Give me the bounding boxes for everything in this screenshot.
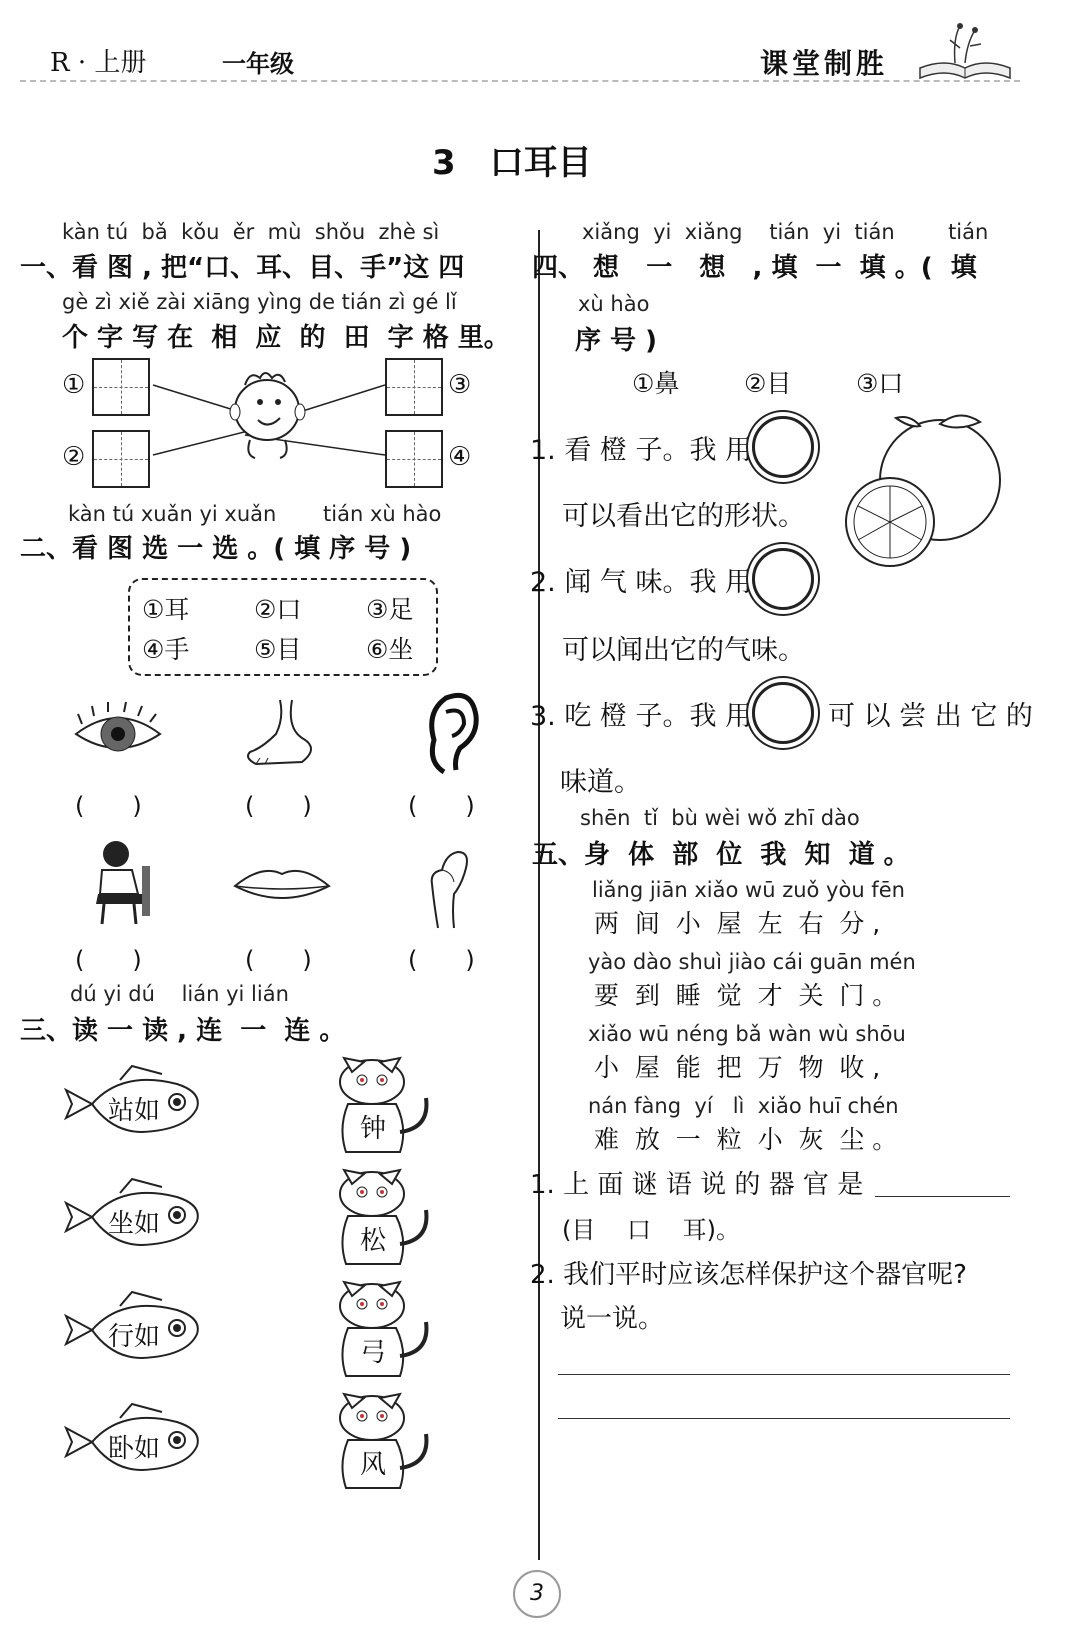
s5-answer-line-2[interactable] [558,1418,1010,1419]
s5-pinyin: shēn tǐ bù wèi wǒ zhī dào [580,806,860,830]
lesson-title: 3 口耳目 [432,143,592,183]
fish-1-text: 站如 [108,1096,161,1126]
book-logo-icon [915,18,1015,84]
header-grade: 一年级 [222,50,294,78]
s4-option-2: ②目 [744,369,792,398]
s4-pinyin-1: xiǎng yi xiǎng tián yi tián tián [582,220,989,244]
answer-paren-1[interactable]: ( ) [75,792,142,820]
face-diagram [150,360,385,470]
s5-q2: 2. 我们平时应该怎样保护这个器官呢? [530,1260,967,1290]
fish-4[interactable] [62,1400,212,1480]
s3-pinyin: dú yi dú lián yi lián [70,982,289,1006]
s5-answer-line-1[interactable] [558,1374,1010,1375]
cat-4[interactable] [330,1384,440,1494]
s5-q1: 1. 上 面 谜 语 说 的 器 官 是 [530,1170,864,1200]
eye-icon [72,700,164,764]
s1-title-line2: 个 字 写 在 相 应 的 田 字 格 里。 [62,323,510,353]
riddle-pinyin-2: yào dào shuì jiào cái guān mén [588,950,916,974]
s4-q3b: 可 以 尝 出 它 的 [828,701,1033,732]
s4-title-line1: 四、 想 一 想 , 填 一 填 。( 填 [532,253,977,283]
riddle-pinyin-4: nán fàng yí lì xiǎo huī chén [588,1094,899,1118]
s4-q1a: 1. 看 橙 子。我 用 [530,435,753,466]
cat-2[interactable] [330,1160,440,1270]
fish-3-text: 行如 [108,1322,161,1352]
answer-paren-5[interactable]: ( ) [245,946,312,974]
label-2: ② [62,442,86,472]
s4-q2a: 2. 闻 气 味。我 用 [530,567,753,598]
s5-title: 五、身 体 部 位 我 知 道 。 [532,840,910,870]
answer-paren-3[interactable]: ( ) [408,792,475,820]
fish-2[interactable] [62,1175,212,1255]
cat-1-text: 钟 [360,1114,387,1144]
s2-title: 二、看 图 选 一 选 。( 填 序 号 ) [20,534,412,564]
s4-pinyin-2: xù hào [578,292,650,316]
riddle-line-2: 要 到 睡 觉 才 关 门 。 [594,981,898,1010]
answer-paren-6[interactable]: ( ) [408,946,475,974]
s5-q1-answer-line[interactable] [875,1196,1010,1197]
orange-icon [840,410,1010,570]
header-brand: 课堂制胜 [760,47,889,80]
option-6: ⑥坐 [366,635,414,664]
option-5: ⑤目 [254,635,302,664]
option-4: ④手 [142,635,190,664]
cat-3[interactable] [330,1272,440,1382]
label-3: ③ [448,370,472,400]
label-1: ① [62,370,86,400]
hand-icon [424,844,474,932]
answer-flower-1[interactable] [752,416,814,478]
s4-option-3: ③口 [856,369,904,398]
s4-title-line2: 序 号 ) [575,326,657,356]
answer-paren-2[interactable]: ( ) [245,792,312,820]
s4-q1b: 可以看出它的形状。 [562,501,805,532]
s5-q2b: 说一说。 [560,1304,665,1334]
s5-q1-options: (目 口 耳)。 [562,1216,740,1244]
s2-pinyin: kàn tú xuǎn yi xuǎn tián xù hào [68,502,442,526]
header-divider [20,80,1020,82]
header-edition: R · 上册 [50,48,147,78]
label-4: ④ [448,442,472,472]
s1-pinyin-2: gè zì xiě zài xiāng yìng de tián zì gé lǐ [62,290,457,314]
fish-3[interactable] [62,1288,212,1368]
riddle-line-3: 小 屋 能 把 万 物 收 , [594,1053,881,1082]
s4-q3a: 3. 吃 橙 子。我 用 [530,701,753,732]
s1-title-line1: 一、看 图 , 把“口、耳、目、手”这 四 [20,253,465,283]
option-3: ③足 [366,595,414,624]
cat-1[interactable] [330,1048,440,1158]
cat-2-text: 松 [360,1226,387,1256]
riddle-pinyin-1: liǎng jiān xiǎo wū zuǒ yòu fēn [592,878,905,902]
s4-q2b: 可以闻出它的气味。 [562,635,805,666]
riddle-line-4: 难 放 一 粒 小 灰 尘 。 [594,1125,898,1154]
tian-grid-4[interactable] [385,430,443,488]
tian-grid-2[interactable] [92,430,150,488]
s4-q3c: 味道。 [560,767,641,798]
s3-title: 三、读 一 读 , 连 一 连 。 [20,1016,346,1046]
sitting-child-icon [82,836,158,928]
cat-4-text: 风 [360,1450,387,1480]
fish-4-text: 卧如 [108,1434,161,1464]
answer-paren-4[interactable]: ( ) [75,946,142,974]
fish-1[interactable] [62,1062,212,1142]
tian-grid-1[interactable] [92,358,150,416]
answer-flower-2[interactable] [752,548,814,610]
foot-icon [242,698,326,770]
ear-icon [424,692,480,776]
cat-3-text: 弓 [360,1338,387,1368]
page-number: 3 [513,1570,561,1618]
fish-2-text: 坐如 [108,1209,161,1239]
option-1: ①耳 [142,595,190,624]
riddle-line-1: 两 间 小 屋 左 右 分 , [594,909,881,938]
answer-flower-3[interactable] [752,682,814,744]
s1-pinyin-1: kàn tú bǎ kǒu ěr mù shǒu zhè sì [62,220,440,244]
tian-grid-3[interactable] [385,358,443,416]
s4-option-1: ①鼻 [632,369,680,398]
option-2: ②口 [254,595,302,624]
riddle-pinyin-3: xiǎo wū néng bǎ wàn wù shōu [588,1022,906,1046]
mouth-icon [232,862,332,912]
